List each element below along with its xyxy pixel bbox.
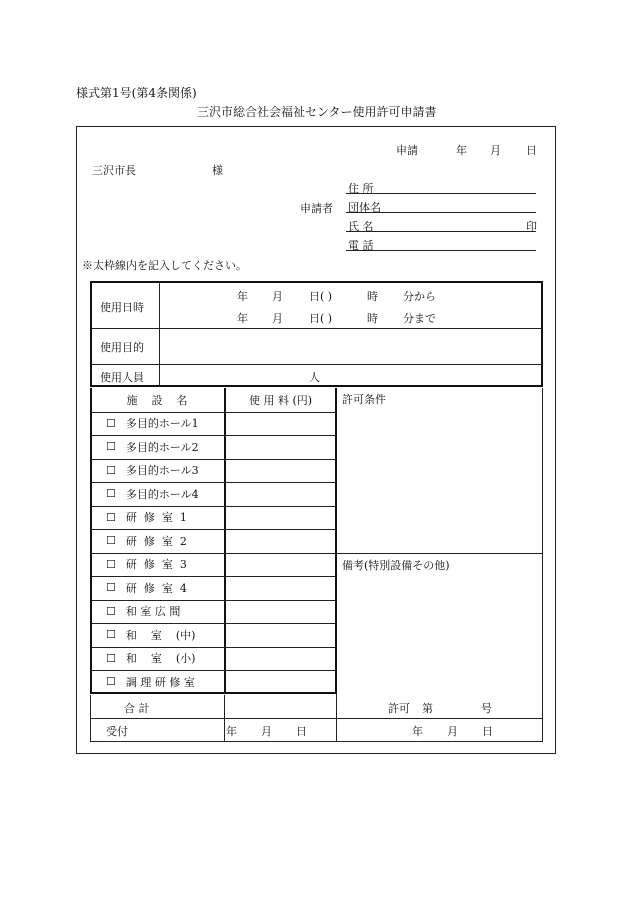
total-fee-field[interactable]: [226, 697, 334, 717]
facility-checkbox[interactable]: ☐: [106, 604, 116, 618]
facility-row[interactable]: [90, 576, 224, 600]
facility-fee-field[interactable]: [226, 554, 335, 576]
start-year[interactable]: 年: [237, 290, 248, 303]
permit-date-month[interactable]: 月: [447, 725, 458, 738]
facility-name: 多目的ホール2: [125, 440, 199, 454]
usage-purpose-field[interactable]: [162, 331, 540, 362]
facility-row[interactable]: [90, 482, 224, 506]
facility-fee-field[interactable]: [226, 530, 335, 552]
facility-fee-field[interactable]: [226, 577, 335, 599]
facility-checkbox[interactable]: ☐: [106, 534, 116, 548]
reception-day[interactable]: 日: [296, 725, 307, 738]
address-field[interactable]: [346, 193, 536, 194]
facility-checkbox[interactable]: ☐: [106, 487, 116, 501]
facility-name: 研 修 室 1: [125, 511, 187, 525]
start-month[interactable]: 月: [272, 290, 283, 303]
facility-fee-field[interactable]: [226, 671, 335, 693]
facility-name: 和 室 広 間: [125, 605, 181, 619]
name-label: 氏 名: [348, 220, 374, 233]
facility-row[interactable]: [90, 506, 224, 530]
application-date-day[interactable]: 日: [526, 144, 537, 157]
facility-checkbox[interactable]: ☐: [106, 557, 116, 571]
end-day[interactable]: 日( ): [309, 312, 333, 325]
facility-fee-field[interactable]: [226, 436, 335, 458]
facility-row[interactable]: [90, 412, 224, 436]
start-day[interactable]: 日( ): [309, 290, 333, 303]
end-hour[interactable]: 時: [367, 312, 378, 325]
facility-row[interactable]: [90, 459, 224, 483]
facility-fee-field[interactable]: [226, 460, 335, 482]
end-minute[interactable]: 分まで: [403, 312, 436, 325]
group-name-field[interactable]: [346, 212, 536, 213]
facility-row[interactable]: [90, 670, 224, 694]
usage-datetime-label: 使用日時: [100, 301, 144, 314]
usage-fee-header: 使 用 料 (円): [248, 393, 313, 407]
start-minute[interactable]: 分から: [403, 290, 436, 303]
facility-checkbox[interactable]: ☐: [106, 463, 116, 477]
instruction-note: ※太枠線内を記入してください。: [82, 259, 247, 272]
reception-year[interactable]: 年: [226, 725, 237, 738]
permit-label: 許可: [388, 702, 410, 715]
facility-checkbox[interactable]: ☐: [106, 416, 116, 430]
reception-label: 受付: [106, 725, 128, 738]
facility-checkbox[interactable]: ☐: [106, 440, 116, 454]
facility-row[interactable]: [90, 435, 224, 459]
facility-fee-field[interactable]: [226, 413, 335, 435]
facility-name: 多目的ホール1: [125, 417, 199, 431]
reception-month[interactable]: 月: [261, 725, 272, 738]
addressee-mayor: 三沢市長: [92, 164, 136, 177]
facility-checkbox[interactable]: ☐: [106, 581, 116, 595]
facility-fee-field[interactable]: [226, 648, 335, 670]
facility-fee-field[interactable]: [226, 483, 335, 505]
application-date-year[interactable]: 年: [456, 144, 467, 157]
application-date-label: 申請: [396, 144, 418, 157]
applicant-label: 申請者: [300, 202, 333, 215]
facility-fee-field[interactable]: [226, 624, 335, 646]
usage-purpose-label: 使用目的: [100, 341, 144, 354]
end-year[interactable]: 年: [237, 312, 248, 325]
facility-name-header: 施 設 名: [126, 393, 188, 407]
seal-mark: 印: [526, 220, 537, 233]
permit-go: 号: [481, 702, 492, 715]
phone-field[interactable]: [346, 250, 536, 251]
usage-people-unit[interactable]: 人: [309, 371, 320, 384]
form-title: 三沢市総合社会福祉センター使用許可申請書: [197, 105, 437, 119]
facility-row[interactable]: [90, 553, 224, 577]
facility-name: 多目的ホール3: [125, 464, 199, 478]
facility-checkbox[interactable]: ☐: [106, 675, 116, 689]
facility-row[interactable]: [90, 600, 224, 624]
usage-people-label: 使用人員: [100, 371, 144, 384]
start-hour[interactable]: 時: [367, 290, 378, 303]
facility-name: 調 理 研 修 室: [125, 675, 195, 689]
facility-name: 和 室 (小): [125, 652, 196, 666]
facility-name: 研 修 室 3: [125, 558, 187, 572]
phone-label: 電 話: [348, 239, 374, 252]
permit-dai: 第: [422, 702, 433, 715]
facility-name: 多目的ホール4: [125, 487, 199, 501]
total-label: 合 計: [124, 702, 150, 715]
facility-name: 研 修 室 4: [125, 581, 187, 595]
facility-name: 研 修 室 2: [125, 534, 187, 548]
facility-row[interactable]: [90, 529, 224, 553]
form-number: 様式第1号(第4条関係): [76, 86, 197, 100]
facility-row[interactable]: [90, 647, 224, 671]
addressee-sama: 様: [212, 164, 223, 177]
permit-conditions-label: 許可条件: [342, 393, 386, 406]
address-label: 住 所: [348, 182, 374, 195]
facility-name: 和 室 (中): [125, 628, 196, 642]
group-name-label: 団体名: [348, 201, 381, 214]
permit-date-day[interactable]: 日: [482, 725, 493, 738]
name-field[interactable]: [346, 231, 536, 232]
facility-checkbox[interactable]: ☐: [106, 510, 116, 524]
end-month[interactable]: 月: [272, 312, 283, 325]
facility-fee-field[interactable]: [226, 507, 335, 529]
facility-checkbox[interactable]: ☐: [106, 651, 116, 665]
facility-fee-field[interactable]: [226, 601, 335, 623]
permit-date-year[interactable]: 年: [412, 725, 423, 738]
facility-checkbox[interactable]: ☐: [106, 628, 116, 642]
remarks-label: 備考(特別設備その他): [342, 559, 450, 572]
facility-row[interactable]: [90, 623, 224, 647]
application-date-month[interactable]: 月: [490, 144, 501, 157]
